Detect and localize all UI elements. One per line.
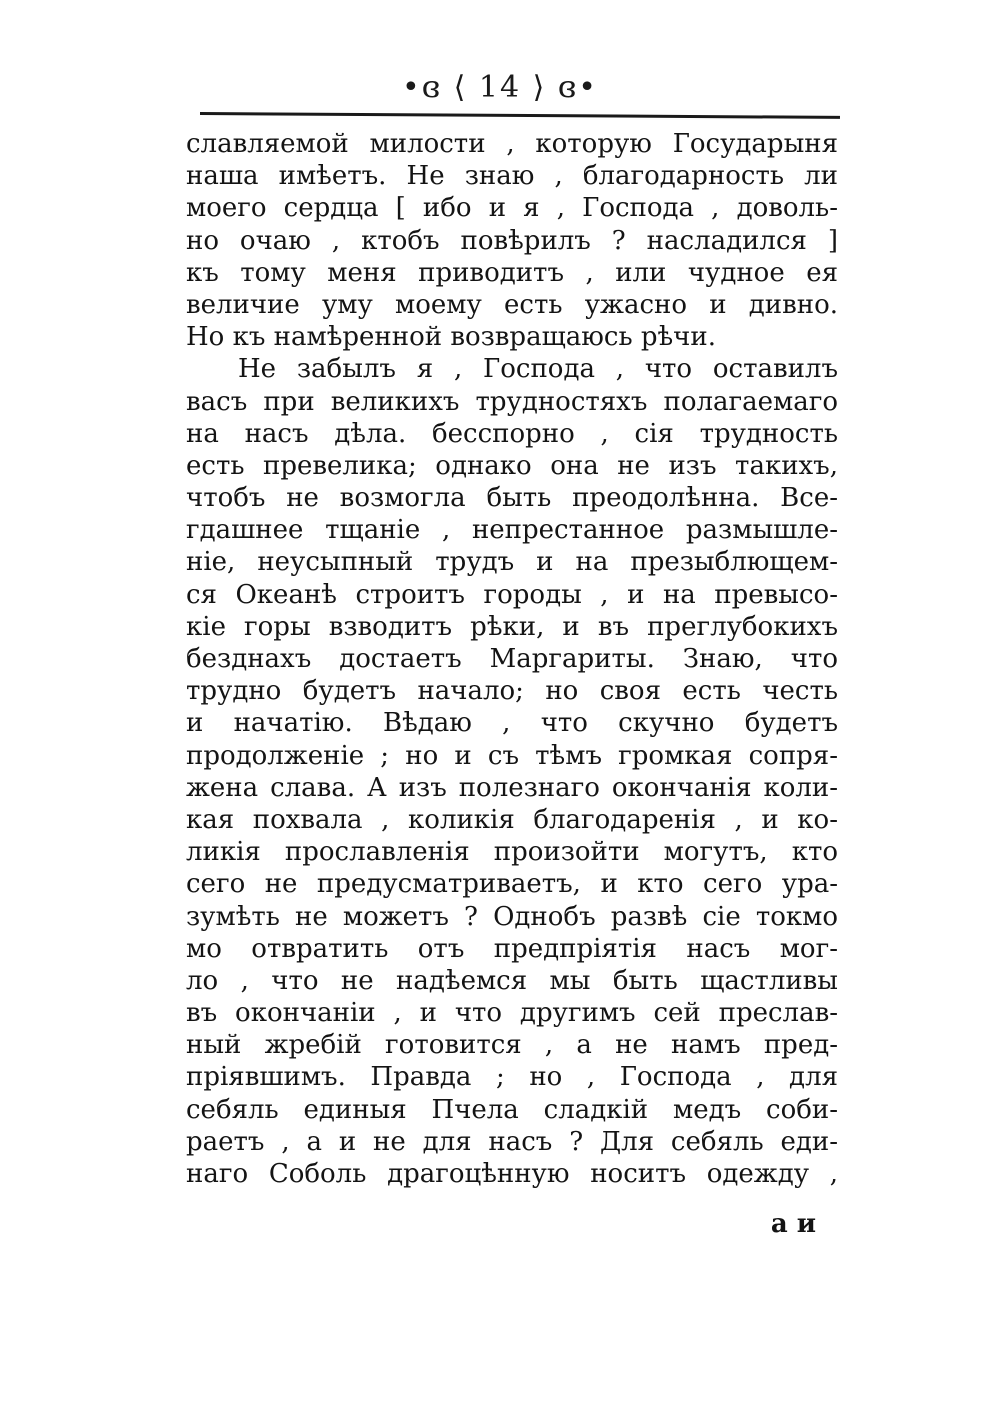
page-number: •ɞ ⟨ 14 ⟩ ɞ• (402, 70, 598, 105)
text-line: есть превелика; однако она не изъ такихъ, (186, 450, 838, 481)
text-line: и начатію. Вѣдаю , что скучно будетъ (186, 708, 838, 739)
text-line: наго Соболь драгоцѣнную носитъ одежду , (186, 1159, 838, 1189)
text-line: ніе, неусыпный трудъ и на презыблющем- (186, 547, 838, 578)
catchword: а и (770, 1209, 816, 1239)
text-line: зумѣть не можетъ ? Однобъ развѣ сіе токмо (186, 901, 838, 932)
text-line: въ окончаніи , и что другимъ сей преслав- (186, 998, 838, 1029)
text-line: Но къ намѣренной возвращаюсь рѣчи. (186, 322, 716, 353)
text-line: продолженіе ; но и съ тѣмъ громкая сопря- (186, 740, 838, 771)
text-line: трудно будетъ начало; но своя есть честь (186, 676, 838, 707)
text-line: чтобъ не возмогла быть преодолѣнна. Все- (186, 483, 838, 514)
text-line: славляемой милости , которую Государыня (186, 129, 838, 159)
text-line: сего не предусматриваетъ, и кто сего ура- (186, 869, 838, 900)
text-line: ся Океанѣ строитъ городы , и на превысо- (186, 579, 838, 610)
text-line: раетъ , а и не для насъ ? Для себяль еди- (186, 1126, 838, 1157)
header-rule (200, 112, 840, 119)
text-line: васъ при великихъ трудностяхъ полагаемаго (186, 386, 838, 417)
text-line: кіе горы взводитъ рѣки, и въ преглубокихъ (186, 611, 838, 642)
body-text (186, 128, 838, 1190)
text-line: ло , что не надѣемся мы быть щастливы (186, 965, 838, 996)
text-line: ликія прославленія произойти могутъ, кто (186, 837, 838, 868)
text-line: къ тому меня приводитъ , или чудное ея (186, 257, 838, 288)
text-line: но очаю , ктобъ повѣрилъ ? насладился ] (186, 225, 838, 256)
text-line: пріявшимъ. Правда ; но , Господа , для (186, 1062, 838, 1093)
text-line: гдашнее тщаніе , непрестанное размышле- (186, 515, 838, 546)
text-line: на насъ дѣла. бесспорно , сія трудность (186, 418, 838, 449)
text-line: ный жребій готовится , а не намъ пред- (186, 1030, 838, 1061)
paragraph-start-line: Не забылъ я , Господа , что оставилъ (238, 354, 838, 385)
text-line: моего сердца [ ибо и я , Господа , доволь- (186, 193, 838, 224)
text-line: наша имѣетъ. Не знаю , благодарность ли (186, 161, 838, 192)
text-line: мо отвратить отъ предпріятія насъ мог- (186, 933, 838, 964)
text-line: жена слава. А изъ полезнаго окончанія коли- (186, 772, 838, 803)
text-line: безднахъ достаетъ Маргариты. Знаю, что (186, 644, 838, 674)
text-line: величие уму моему есть ужасно и дивно. (186, 289, 838, 320)
page-header (0, 68, 1000, 108)
text-line: кая похвала , коликія благодаренія , и ко- (186, 804, 838, 835)
text-line: себяль единыя Пчела сладкій медъ соби- (186, 1094, 838, 1125)
